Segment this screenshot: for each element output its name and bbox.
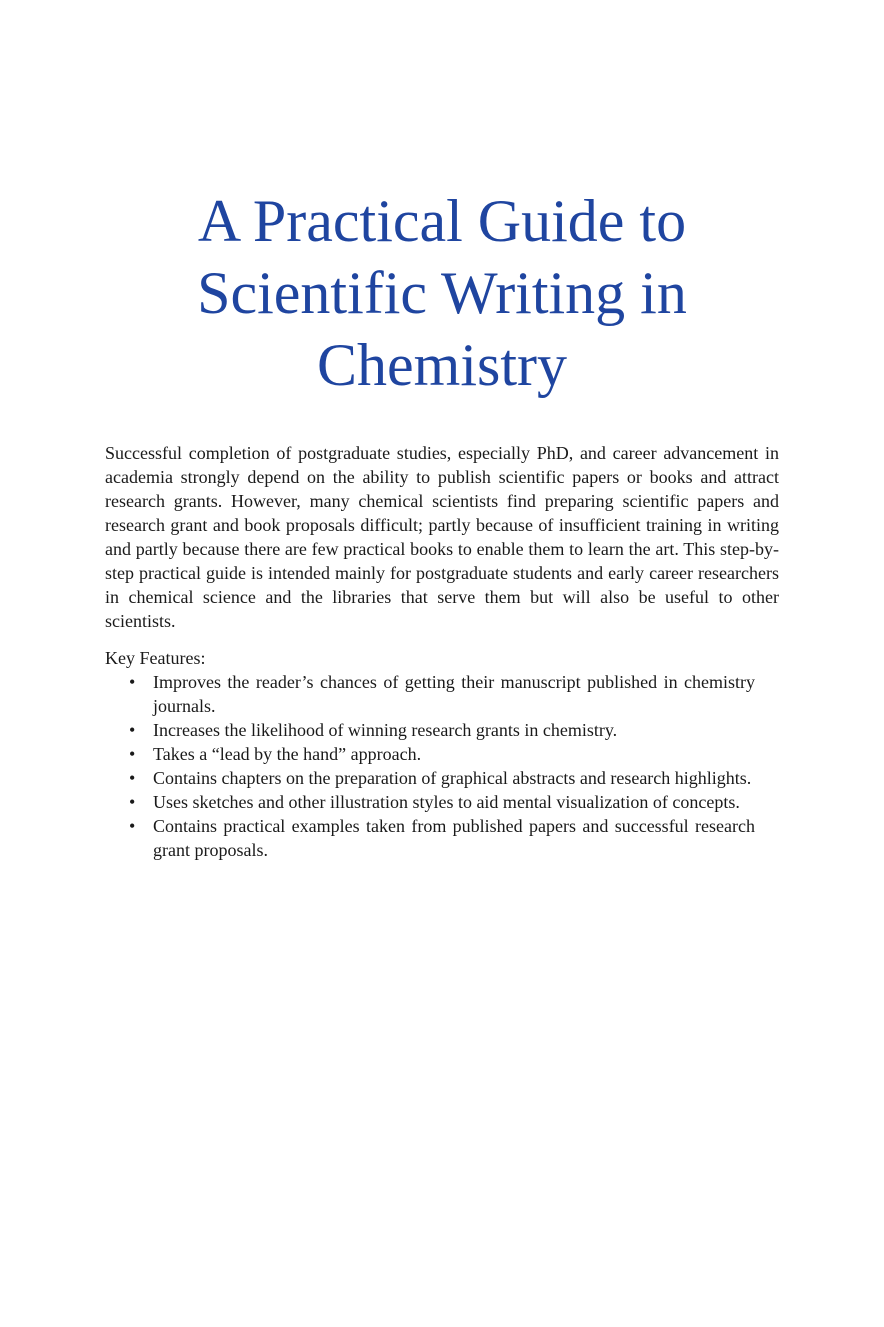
bullet-icon: • [129, 792, 136, 812]
list-item [105, 742, 755, 766]
book-description: Successful completion of postgraduate studies, especially PhD, and career advancement in academia strongly depend on the ability to publish scientific papers or books and attract research grants. However, many chemical scientists find preparing scientific papers and research grant and book proposals difficult; partly because of insufficient training in writing and partly because there are few practical books to enable them to learn the art. This step-by-step practical guide is intended mainly for postgraduate students and early career researchers in chemical science and the libraries that serve them but will also be useful to other scientists. [105, 443, 779, 631]
key-features-heading: Key Features: [105, 648, 206, 668]
bullet-icon: • [129, 768, 136, 788]
list-item [105, 790, 755, 814]
list-item [105, 814, 755, 862]
book-title-line-1: A Practical Guide to [197, 188, 687, 254]
bullet-icon: • [129, 672, 136, 692]
key-features-list [105, 670, 755, 862]
book-title-line-3: Chemistry [317, 332, 567, 398]
bullet-icon: • [129, 720, 136, 740]
bullet-icon: • [129, 744, 136, 764]
feature-text: Contains chapters on the preparation of graphical abstracts and research highlights. [153, 768, 752, 788]
bullet-icon: • [129, 816, 136, 836]
list-item [105, 766, 755, 790]
feature-text: Improves the reader’s chances of getting their manuscript published in chemistry journals. [153, 672, 755, 716]
book-title-line-2: Scientific Writing in [197, 260, 687, 326]
feature-text: Contains practical examples taken from published papers and successful research grant proposals. [153, 816, 755, 860]
list-item [105, 670, 755, 718]
feature-text: Uses sketches and other illustration styles to aid mental visualization of concepts. [153, 792, 740, 812]
feature-text: Increases the likelihood of winning research grants in chemistry. [153, 720, 618, 740]
list-item [105, 718, 755, 742]
book-title [105, 185, 779, 401]
feature-text: Takes a “lead by the hand” approach. [153, 744, 422, 764]
